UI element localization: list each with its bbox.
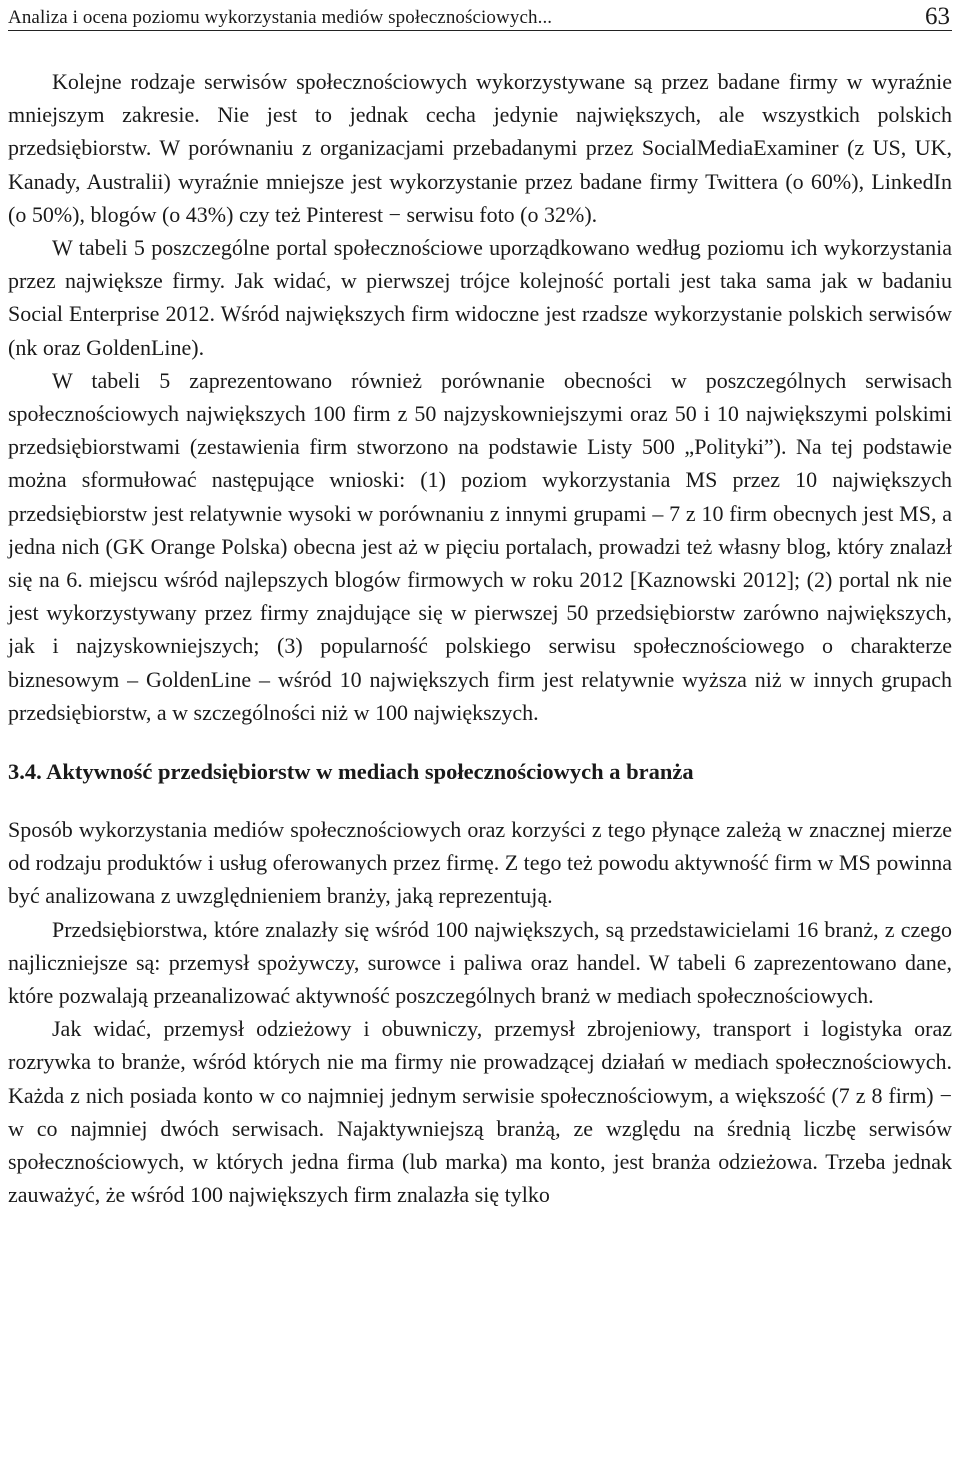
paragraph: Sposób wykorzystania mediów społecznościowych oraz korzyści z tego płynące zależą w znacznej mierze od rodzaju produktów i usług oferowanych przez firmę. Z tego też powodu aktywność firm w MS powinna być analizowana z uwzględnieniem branży, jaką reprezentują. (8, 817, 952, 909)
section-heading: 3.4. Aktywność przedsiębiorstw w mediach społecznościowych a branża (8, 759, 694, 785)
paragraph: Jak widać, przemysł odzieżowy i obuwniczy, przemysł zbrojeniowy, transport i logistyka oraz rozrywka to branże, wśród których nie ma firmy nie prowadzącej działań w mediach społecznościowych. Każda z nich posiada konto w co najmniej jednym serwisie społecznościowym, a większość (7 z 8 firm) − w co najmniej dwóch serwisach. Najaktywniejszą branżą, ze względu na średnią liczbę serwisów społecznościowych, w których jedna firma (lub marka) ma konto, jest branża odzieżowa. Trzeba jednak zauważyć, że wśród 100 największych firm znalazła się tylko (8, 1016, 952, 1208)
running-title: Analiza i ocena poziomu wykorzystania mediów społecznościowych... (8, 7, 553, 28)
page-number: 63 (925, 3, 950, 30)
running-header (8, 4, 952, 31)
body-text (8, 65, 952, 1212)
paragraph: Kolejne rodzaje serwisów społecznościowych wykorzystywane są przez badane firmy w wyraźnie mniejszym zakresie. Nie jest to jednak cecha jedynie największych, ale wszystkich polskich przedsiębiorstw. W porównaniu z organizacjami przebadanymi przez SocialMediaExaminer (z US, UK, Kanady, Australii) wyraźnie mniejsze jest wykorzystanie przez badane firmy Twittera (o 60%), LinkedIn (o 50%), blogów (o 43%) czy też Pinterest − serwisu foto (o 32%). (8, 69, 952, 227)
paragraph: Przedsiębiorstwa, które znalazły się wśród 100 największych, są przedstawicielami 16 branż, z czego najliczniejsze są: przemysł spożywczy, surowce i paliwa oraz handel. W tabeli 6 zaprezentowano dane, które pozwalają przeanalizować aktywność poszczególnych branż w mediach społecznościowych. (8, 916, 952, 1009)
paragraph: W tabeli 5 zaprezentowano również porównanie obecności w poszczególnych serwisach społecznościowych największych 100 firm z 50 najzyskowniejszymi oraz 50 i 10 największymi polskimi przedsiębiorstwami (zestawienia firm stworzono na podstawie Listy 500 „Polityki”). Na tej podstawie można sformułować następujące wnioski: (1) poziom wykorzystania MS przez 10 największych przedsiębiorstw jest relatywnie wysoki w porównaniu z innymi grupami – 7 z 10 firm obecnych jest MS, a jedna nich (GK Orange Polska) obecna jest aż w pięciu portalach, prowadzi też własny blog, który znalazł się na 6. miejscu wśród najlepszych blogów firmowych w roku 2012 [Kaznowski 2012]; (2) portal nk nie jest wykorzystywany przez firmy znajdujące się w pierwszej 50 przedsiębiorstw zarówno największych, jak i najzyskowniejszych; (3) popularność polskiego serwisu społecznościowego o charakterze biznesowym – GoldenLine – wśród 10 największych firm jest relatywnie wyższa niż w innych grupach przedsiębiorstw, a w szczególności niż w 100 największych. (8, 367, 952, 725)
paragraph: W tabeli 5 poszczególne portal społecznościowe uporządkowano według poziomu ich wykorzystania przez największe firmy. Jak widać, w pierwszej trójce kolejność portali jest taka sama jak w badaniu Social Enterprise 2012. Wśród największych firm widoczne jest rzadsze wykorzystanie polskich serwisów (nk oraz GoldenLine). (8, 235, 952, 360)
